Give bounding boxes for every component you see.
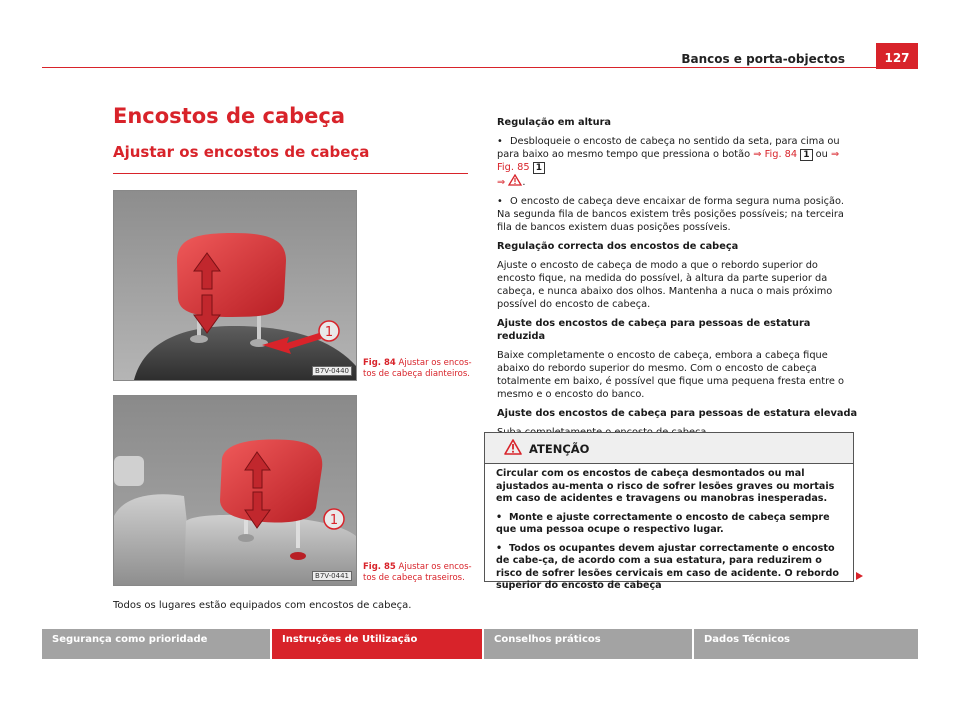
fig84-link[interactable]: ⇒ Fig. 84 xyxy=(753,149,798,160)
heading-altura: Regulação em altura xyxy=(497,117,612,128)
bullet-dot: • xyxy=(496,511,503,523)
bullet-encaixar xyxy=(497,195,859,234)
subtitle-divider xyxy=(113,173,468,174)
figure-84-callout: 1 xyxy=(324,325,334,340)
warning-body xyxy=(496,468,844,599)
warning-bullet-1 xyxy=(496,512,844,537)
key-1-ref-b: 1 xyxy=(533,162,545,174)
figure-84-image xyxy=(113,190,357,381)
header-divider xyxy=(42,67,876,68)
fig85-link[interactable]: ⇒ Fig. 85 xyxy=(497,149,840,173)
figure-84-caption xyxy=(363,358,473,380)
para-correcta: Ajuste o encosto de cabeça de modo a que o rebordo superior do encosto fique, na medida do possível, à altura da parte superior da cabeça, e nunca abaixo dos olhos. Mantenha a nuca o mais próximo possível do encosto de cabeça. xyxy=(497,260,833,310)
warning-arrow[interactable]: ⇒ xyxy=(497,177,506,188)
page-title: Encostos de cabeça xyxy=(113,104,346,128)
warning-bullet-2-text: Todos os ocupantes devem ajustar correctamente o encosto de cabe-ça, de acordo com a sua estatura, para reduzirem o risco de sofrer lesões cervicais em caso de acidente. O rebordo superior do encosto de cabeça xyxy=(496,542,839,591)
figure-85-callout: 1 xyxy=(329,513,339,528)
figure-85-code: B7V-0441 xyxy=(312,571,352,581)
bullet-dot: • xyxy=(496,542,503,554)
figure-85-label: Fig. 85 xyxy=(363,562,396,572)
warning-header xyxy=(485,433,853,464)
warning-para: Circular com os encostos de cabeça desmontados ou mal ajustados au-menta o risco de sofrer lesões graves ou mortais em caso de acidentes e travagens ou manobras inesperadas. xyxy=(496,468,835,504)
para-reduzida: Baixe completamente o encosto de cabeça, embora a cabeça fique abaixo do rebordo superior do mesmo. Com o encosto de cabeça totalmente em baixo, é possível que fique uma pequena fresta entre o mesmo e o encosto do banco. xyxy=(497,350,845,400)
continue-arrow-icon xyxy=(854,566,864,585)
warning-bullet-2 xyxy=(496,543,844,593)
figure-84-caption-text: Ajustar os encos-tos de cabeça dianteiros. xyxy=(363,358,472,379)
figure-85-image xyxy=(113,395,357,586)
key-1-ref-a: 1 xyxy=(800,149,812,161)
warning-box xyxy=(484,432,854,591)
bullet-desbloqueie-text: Desbloqueie o encosto de cabeça no sentido da seta, para cima ou para baixo ao mesmo tempo que pressiona o botão xyxy=(497,136,840,160)
bullet-desbloqueie: • Desbloqueie o encosto de cabeça no sentido da seta, para cima ou para baixo ao mesmo tempo que pressiona o botão ⇒ Fig. 84 1 ou ⇒ Fig. 85 1 ⇒ . xyxy=(497,136,840,188)
warning-triangle-icon[interactable] xyxy=(508,177,522,188)
heading-elevada: Ajuste dos encostos de cabeça para pessoas de estatura elevada xyxy=(497,408,858,419)
warning-title: ATENÇÃO xyxy=(529,442,590,456)
figure-85-caption xyxy=(363,562,473,584)
figure-84-code: B7V-0440 xyxy=(312,366,352,376)
bullet-dot: • xyxy=(497,136,503,147)
right-column xyxy=(497,116,859,445)
tab-seguranca[interactable]: Segurança como prioridade xyxy=(42,629,270,659)
figure-84-label: Fig. 84 xyxy=(363,358,396,368)
page-number: 127 xyxy=(876,43,918,69)
section-subtitle: Ajustar os encostos de cabeça xyxy=(113,143,370,161)
warning-icon xyxy=(504,439,522,459)
bullet-dot: • xyxy=(497,196,503,207)
figure-85-caption-text: Ajustar os encos-tos de cabeça traseiros. xyxy=(363,562,472,583)
tab-dados-tecnicos[interactable]: Dados Técnicos xyxy=(694,629,918,659)
heading-correcta: Regulação correcta dos encostos de cabeça xyxy=(497,241,739,252)
bullet-encaixar-text: O encosto de cabeça deve encaixar de forma segura numa posição. Na segunda fila de bancos existem três posições possíveis; na terceira fila de bancos existem duas posições possíveis. xyxy=(497,196,844,233)
intro-text: Todos os lugares estão equipados com encostos de cabeça. xyxy=(113,600,412,611)
section-title: Bancos e porta-objectos xyxy=(681,52,845,66)
warning-bullet-1-text: Monte e ajuste correctamente o encosto de cabeça sempre que uma pessoa ocupe o respectivo lugar. xyxy=(496,511,830,535)
or-text: ou xyxy=(815,149,828,160)
tab-conselhos[interactable]: Conselhos práticos xyxy=(484,629,692,659)
tab-instrucoes[interactable]: Instruções de Utilização xyxy=(272,629,482,659)
heading-reduzida: Ajuste dos encostos de cabeça para pessoas de estatura reduzida xyxy=(497,318,811,342)
